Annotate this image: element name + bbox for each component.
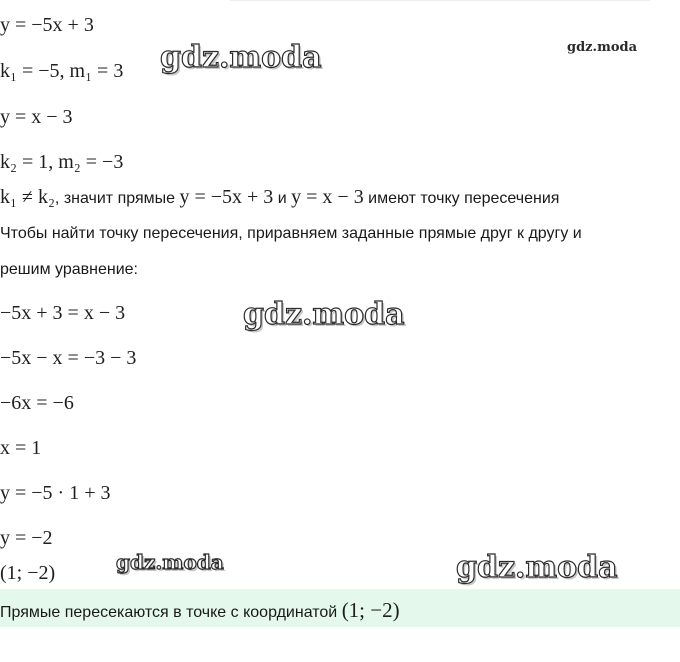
equation-line-9: y = −5 · 1 + 3 (0, 482, 111, 504)
equation-line-8: x = 1 (0, 437, 42, 459)
slope-inequality: k₁ ≠ k₂ (0, 186, 55, 208)
watermark-logo: gdz.moda (243, 297, 405, 332)
equation-line-10: y = −2 (0, 527, 53, 549)
comparison-text-1: , значит прямые (54, 190, 180, 207)
watermark-logo: gdz.moda (567, 40, 638, 55)
answer-box (0, 589, 680, 627)
watermark-logo: gdz.moda (116, 550, 224, 574)
line-equation-1: y = −5x + 3 (179, 186, 274, 208)
watermark-logo: gdz.moda (456, 550, 618, 585)
equation-line-2: k₁ = −5, m₁ = 3 (0, 60, 124, 82)
comparison-line (0, 186, 559, 209)
equation-line-5: −5x + 3 = x − 3 (0, 302, 126, 324)
answer-line (0, 598, 400, 623)
explanation-line-1: Чтобы найти точку пересечения, приравняем заданные прямые друг к другу и (0, 225, 582, 242)
equation-line-6: −5x − x = −3 − 3 (0, 347, 137, 369)
comparison-text-3: имеют точку пересечения (363, 190, 560, 207)
answer-text: Прямые пересекаются в точке с координатой (0, 604, 342, 621)
answer-coordinates: (1; −2) (341, 598, 400, 622)
comparison-text-2: и (273, 190, 292, 207)
equation-line-4: k₂ = 1, m₂ = −3 (0, 151, 124, 173)
equation-line-3: y = x − 3 (0, 106, 73, 128)
top-divider (230, 0, 650, 3)
line-equation-2: y = x − 3 (291, 186, 364, 208)
equation-line-1: y = −5x + 3 (0, 14, 94, 36)
intersection-point: (1; −2) (0, 562, 56, 584)
equation-line-7: −6x = −6 (0, 392, 74, 414)
watermark-logo: gdz.moda (160, 40, 322, 75)
explanation-line-2: решим уравнение: (0, 261, 138, 278)
